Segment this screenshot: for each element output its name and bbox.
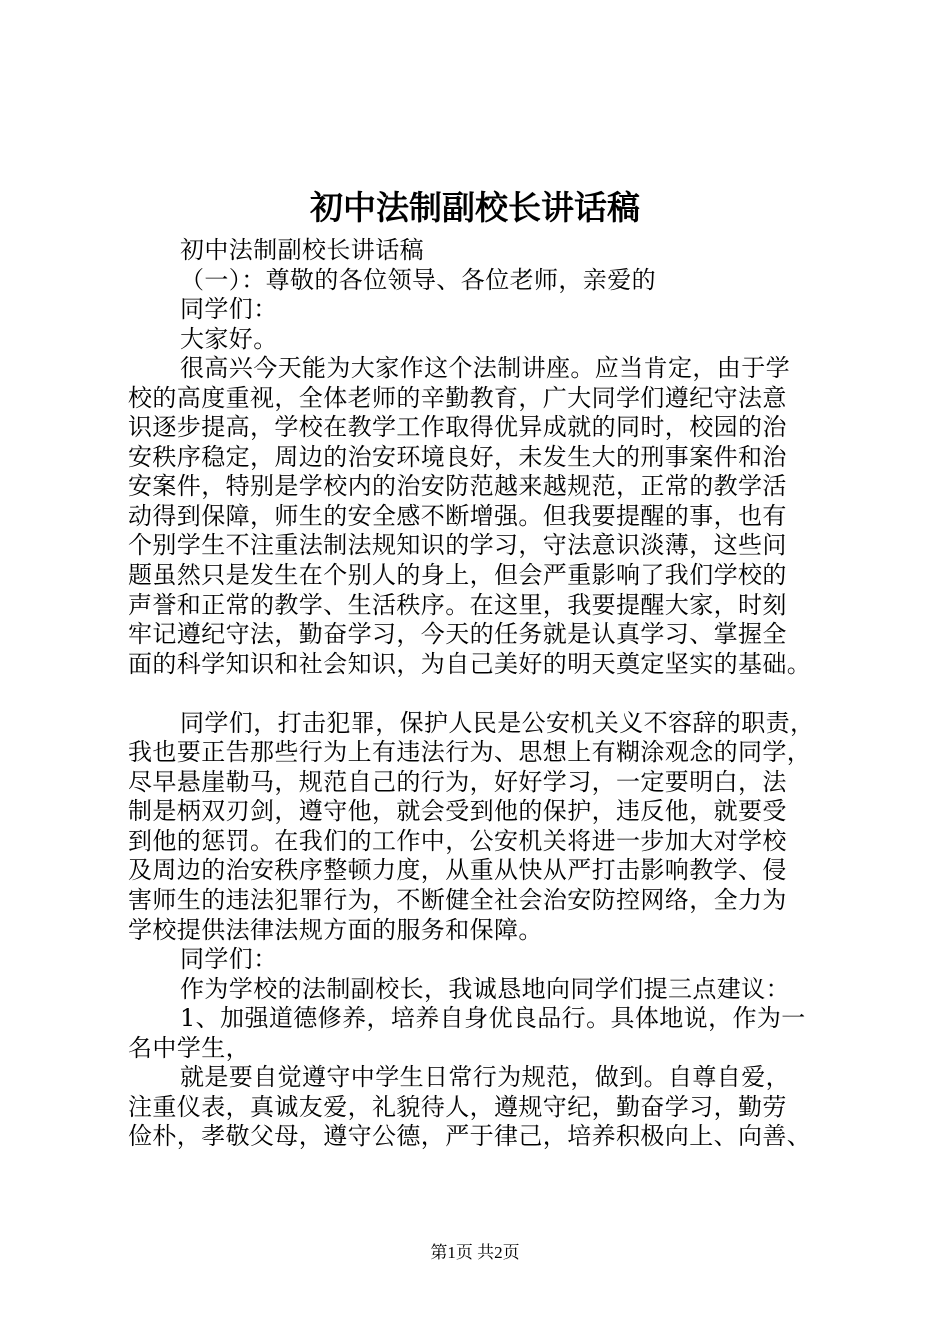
text-line: 识逐步提高，学校在教学工作取得优异成就的同时，校园的治 [128, 413, 787, 442]
text-line: 1、加强道德修养，培养自身优良品行。具体地说，作为一 [180, 1004, 806, 1033]
text-line: 牢记遵纪守法，勤奋学习，今天的任务就是认真学习、掌握全 [128, 620, 787, 649]
text-line: 制是柄双刃剑，遵守他，就会受到他的保护，违反他，就要受 [128, 797, 787, 826]
text-line: 害师生的违法犯罪行为，不断健全社会治安防控网络，全力为 [128, 886, 787, 915]
text-line: 初中法制副校长讲话稿 [180, 236, 424, 264]
text-line: 同学们： [180, 945, 278, 974]
text-line: 很高兴今天能为大家作这个法制讲座。应当肯定，由于学 [180, 354, 790, 383]
text-line: 尽早悬崖勒马，规范自己的行为，好好学习，一定要明白，法 [128, 767, 787, 796]
text-line: 安案件，特别是学校内的治安防范越来越规范，正常的教学活 [128, 472, 787, 501]
text-line: 大家好。 [180, 324, 278, 353]
text-line: 就是要自觉遵守中学生日常行为规范，做到。自尊自爱， [180, 1063, 790, 1092]
text-line: 题虽然只是发生在个别人的身上，但会严重影响了我们学校的 [128, 561, 787, 590]
text-line: 名中学生， [128, 1033, 250, 1062]
text-line: 声誉和正常的教学、生活秩序。在这里，我要提醒大家，时刻 [128, 590, 787, 619]
text-line: 俭朴，孝敬父母，遵守公德，严于律己，培养积极向上、向善、 [128, 1122, 812, 1151]
text-line: 同学们： [180, 295, 278, 324]
text-line: 我也要正告那些行为上有违法行为、思想上有糊涂观念的同学， [128, 738, 812, 767]
page-footer: 第1页 共2页 [430, 1243, 520, 1262]
text-line: 注重仪表，真诚友爱，礼貌待人，遵规守纪，勤奋学习，勤劳 [128, 1092, 787, 1121]
document-title: 初中法制副校长讲话稿 [310, 188, 640, 227]
text-line: 面的科学知识和社会知识，为自己美好的明天奠定坚实的基础。 [128, 649, 812, 678]
document-body [128, 236, 858, 1152]
text-line: 动得到保障，师生的安全感不断增强。但我要提醒的事，也有 [128, 501, 787, 530]
text-line: 同学们，打击犯罪，保护人民是公安机关义不容辞的职责， [180, 708, 815, 737]
text-line: （一）：尊敬的各位领导、各位老师，亲爱的 [180, 265, 656, 294]
text-line: 到他的惩罚。在我们的工作中，公安机关将进一步加大对学校 [128, 826, 787, 855]
text-line: 安秩序稳定，周边的治安环境良好，未发生大的刑事案件和治 [128, 442, 787, 471]
text-line: 个别学生不注重法制法规知识的学习，守法意识淡薄，这些问 [128, 531, 787, 560]
text-line: 作为学校的法制副校长，我诚恳地向同学们提三点建议： [180, 974, 790, 1003]
text-line: 及周边的治安秩序整顿力度，从重从快从严打击影响教学、侵 [128, 856, 787, 885]
paragraph-gap [128, 679, 858, 709]
text-line: 校的高度重视，全体老师的辛勤教育，广大同学们遵纪守法意 [128, 383, 787, 412]
text-line: 学校提供法律法规方面的服务和保障。 [128, 915, 543, 944]
